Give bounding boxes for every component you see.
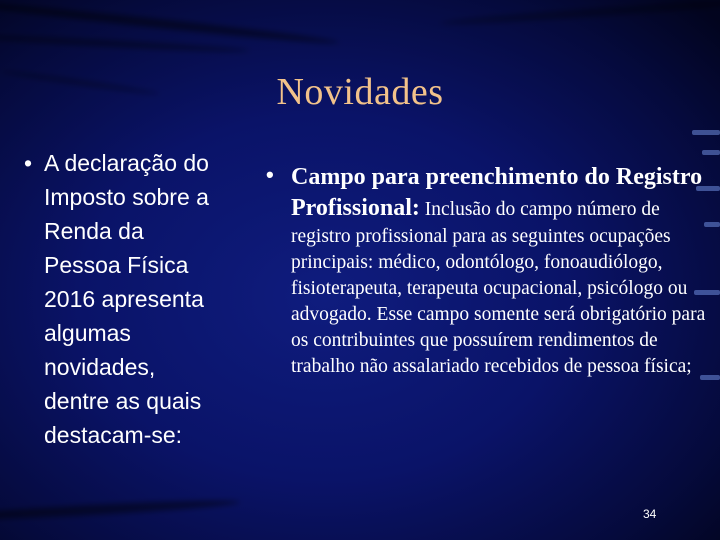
background-streak	[0, 33, 250, 55]
left-list-item-text: A declaração do Imposto sobre a Renda da Pessoa Física 2016 apresenta algumas novidades, dentre as quais destacam-se:	[44, 150, 209, 448]
bullet-icon: •	[24, 150, 33, 176]
bullet-icon: •	[266, 162, 274, 187]
edge-tick-mark	[702, 150, 720, 155]
right-bullet-list	[266, 162, 706, 380]
right-list-item-heading: Campo para preenchimento do Registro Profissional:	[291, 164, 703, 221]
left-list-item	[16, 146, 226, 452]
background-streak	[0, 497, 240, 523]
left-bullet-list	[16, 146, 226, 452]
right-list-item	[266, 162, 706, 380]
edge-tick-mark	[692, 130, 720, 135]
right-list-item-text: Inclusão do campo número de registro profissional para as seguintes ocupações principais: médico, odontólogo, fonoaudiólogo, fisioterapeuta, terapeuta ocupacional, psicólogo ou advogado. Esse campo somente será obrigatório para os contribuintes que possuírem rendimentos de trabalho não assalariado recebidos de pessoa física;	[291, 199, 706, 377]
page-number: 34	[643, 507, 657, 521]
edge-tick-mark	[704, 222, 720, 227]
background-streak	[440, 0, 720, 27]
slide-title: Novidades	[276, 71, 444, 113]
